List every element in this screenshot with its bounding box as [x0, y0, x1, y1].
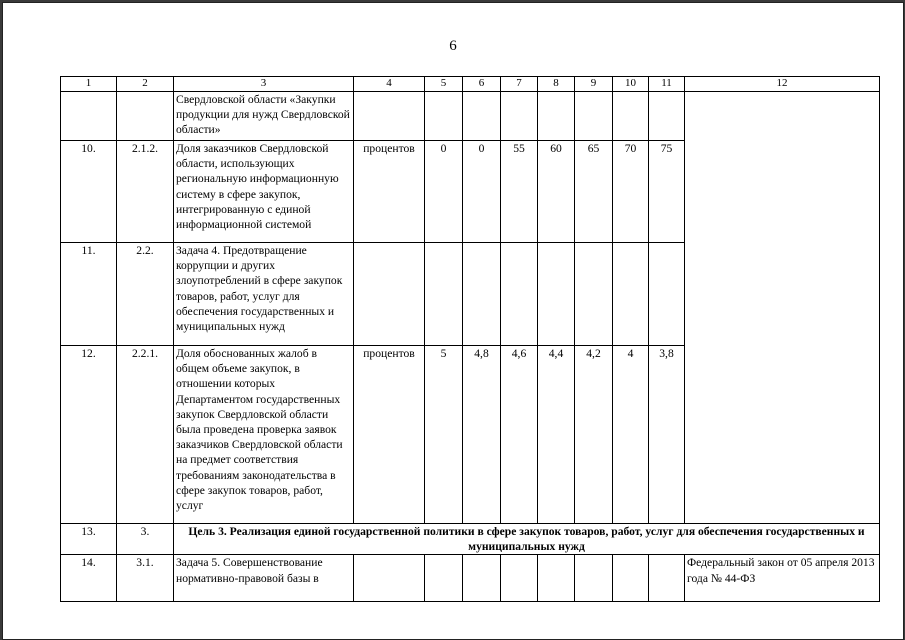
- value-cell: [538, 243, 575, 346]
- header-cell: 9: [575, 77, 613, 92]
- value-cell: 4: [613, 346, 649, 524]
- unit: [354, 555, 425, 602]
- value-cell: 4,6: [501, 346, 538, 524]
- note-cell: [685, 92, 880, 524]
- header-cell: 11: [649, 77, 685, 92]
- header-cell: 6: [463, 77, 501, 92]
- value-cell: 65: [575, 141, 613, 243]
- value-cell: 5: [425, 346, 463, 524]
- header-cell: 3: [174, 77, 354, 92]
- note-cell: Федеральный закон от 05 апреля 2013 года № 44-ФЗ: [685, 555, 880, 602]
- value-cell: [613, 243, 649, 346]
- table-row: [61, 555, 880, 602]
- document-page: [2, 2, 904, 640]
- value-cell: [425, 92, 463, 141]
- row-code: 3.: [117, 524, 174, 555]
- row-code: 2.1.2.: [117, 141, 174, 243]
- goal-title: Цель 3. Реализация единой государственной политики в сфере закупок товаров, работ, услуг для обеспечения государственных и муниципальных нужд: [174, 524, 880, 555]
- row-number: 11.: [61, 243, 117, 346]
- unit: процентов: [354, 141, 425, 243]
- value-cell: 75: [649, 141, 685, 243]
- indicator-name: Свердловской области «Закупки продукции для нужд Свердловской области»: [174, 92, 354, 141]
- value-cell: [463, 92, 501, 141]
- value-cell: [575, 243, 613, 346]
- header-cell: 2: [117, 77, 174, 92]
- value-cell: 4,2: [575, 346, 613, 524]
- row-code: 3.1.: [117, 555, 174, 602]
- row-code: 2.2.: [117, 243, 174, 346]
- value-cell: 70: [613, 141, 649, 243]
- row-number: 10.: [61, 141, 117, 243]
- row-number: 12.: [61, 346, 117, 524]
- table-row: [61, 92, 880, 141]
- unit: [354, 243, 425, 346]
- value-cell: 3,8: [649, 346, 685, 524]
- value-cell: 55: [501, 141, 538, 243]
- value-cell: [501, 92, 538, 141]
- value-cell: [613, 92, 649, 141]
- row-number: 13.: [61, 524, 117, 555]
- value-cell: [501, 555, 538, 602]
- row-number: 14.: [61, 555, 117, 602]
- indicator-name: Доля заказчиков Свердловской области, использующих региональную информационную систему в сфере закупок, интегрированную с единой информационной системой: [174, 141, 354, 243]
- value-cell: 60: [538, 141, 575, 243]
- value-cell: [425, 555, 463, 602]
- value-cell: [575, 555, 613, 602]
- header-cell: 1: [61, 77, 117, 92]
- value-cell: [463, 555, 501, 602]
- header-cell: 5: [425, 77, 463, 92]
- value-cell: [649, 92, 685, 141]
- header-cell: 12: [685, 77, 880, 92]
- value-cell: 4,4: [538, 346, 575, 524]
- row-number: [61, 92, 117, 141]
- header-cell: 7: [501, 77, 538, 92]
- value-cell: [613, 555, 649, 602]
- value-cell: 0: [425, 141, 463, 243]
- header-cell: 8: [538, 77, 575, 92]
- value-cell: [463, 243, 501, 346]
- header-cell: 10: [613, 77, 649, 92]
- value-cell: 4,8: [463, 346, 501, 524]
- unit: [354, 92, 425, 141]
- value-cell: [649, 243, 685, 346]
- row-code: [117, 92, 174, 141]
- value-cell: 0: [463, 141, 501, 243]
- value-cell: [649, 555, 685, 602]
- value-cell: [575, 92, 613, 141]
- header-row: [61, 77, 880, 92]
- value-cell: [425, 243, 463, 346]
- value-cell: [538, 555, 575, 602]
- row-code: 2.2.1.: [117, 346, 174, 524]
- header-cell: 4: [354, 77, 425, 92]
- indicator-name: Задача 4. Предотвращение коррупции и других злоупотреблений в сфере закупок товаров, работ, услуг для обеспечения государственных и муниципальных нужд: [174, 243, 354, 346]
- goal-row: [61, 524, 880, 555]
- value-cell: [538, 92, 575, 141]
- indicator-name: Задача 5. Совершенствование нормативно-правовой базы в: [174, 555, 354, 602]
- page-number: 6: [449, 38, 457, 54]
- value-cell: [501, 243, 538, 346]
- indicator-name: Доля обоснованных жалоб в общем объеме закупок, в отношении которых Департаментом государственных закупок Свердловской области была проведена проверка заявок заказчиков Свердловской области на предмет соответствия требованиям законодательства в сфере закупок товаров, работ, услуг: [174, 346, 354, 524]
- unit: процентов: [354, 346, 425, 524]
- indicator-table: [60, 76, 880, 602]
